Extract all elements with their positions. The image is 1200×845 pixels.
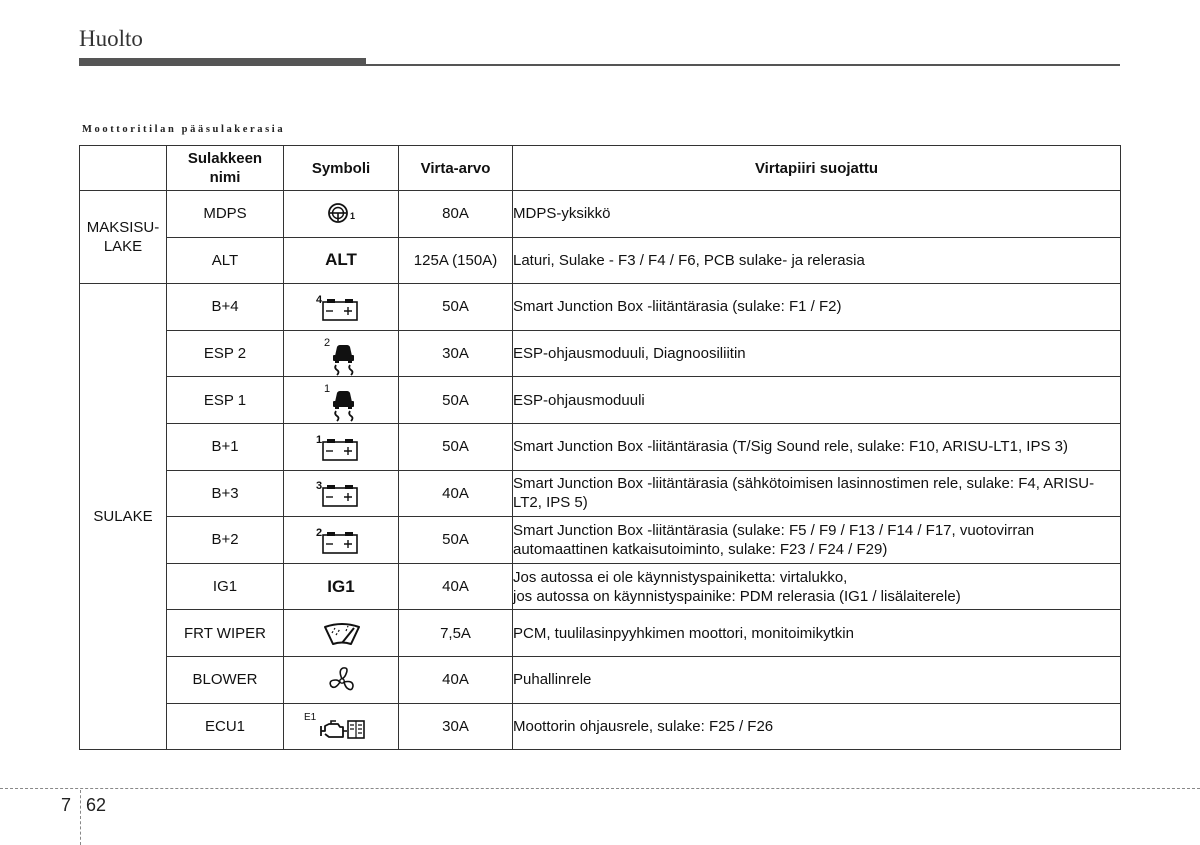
svg-text:2: 2 bbox=[316, 526, 323, 539]
group-label-sulake: SULAKE bbox=[80, 284, 167, 750]
fuse-circuit bbox=[513, 563, 1121, 610]
header-symbol: Symboli bbox=[284, 146, 399, 191]
table-row bbox=[80, 517, 1121, 564]
table-caption: Moottoritilan pääsulakerasia bbox=[82, 124, 286, 135]
steering-icon bbox=[284, 191, 399, 238]
header-rule bbox=[366, 64, 1120, 66]
header-group-cell bbox=[80, 146, 167, 191]
fuse-circuit: Puhallinrele bbox=[513, 656, 1121, 703]
fuse-circuit: Moottorin ohjausrele, sulake: F25 / F26 bbox=[513, 703, 1121, 750]
svg-text:1: 1 bbox=[350, 210, 356, 221]
fuse-circuit: ESP-ohjausmoduuli, Diagnoosiliitin bbox=[513, 330, 1121, 377]
fuse-circuit: Smart Junction Box -liitäntärasia (sulake: F1 / F2) bbox=[513, 284, 1121, 331]
battery-icon bbox=[284, 423, 399, 470]
svg-text:2: 2 bbox=[324, 336, 331, 349]
fuse-name: B+2 bbox=[167, 517, 284, 564]
page-number: 62 bbox=[86, 795, 107, 815]
table-row bbox=[80, 191, 1121, 238]
circuit-line: jos autossa on käynnistyspainike: PDM relerasia (IG1 / lisälaiterele) bbox=[513, 587, 961, 605]
svg-text:E1: E1 bbox=[304, 712, 317, 724]
fuse-rating: 30A bbox=[399, 330, 513, 377]
battery-icon bbox=[284, 517, 399, 564]
skid-icon bbox=[284, 377, 399, 424]
table-row bbox=[80, 656, 1121, 703]
wiper-icon bbox=[284, 610, 399, 657]
fuse-circuit: ESP-ohjausmoduuli bbox=[513, 377, 1121, 424]
fuse-rating: 40A bbox=[399, 470, 513, 517]
table-row bbox=[80, 330, 1121, 377]
table-row bbox=[80, 284, 1121, 331]
fuse-table bbox=[79, 145, 1121, 750]
table-row bbox=[80, 237, 1121, 284]
engine-icon bbox=[284, 703, 399, 750]
fuse-name: FRT WIPER bbox=[167, 610, 284, 657]
fan-icon bbox=[284, 656, 399, 703]
footer-divider bbox=[0, 788, 1200, 789]
page-title: Huolto bbox=[79, 26, 143, 51]
fuse-circuit: Smart Junction Box -liitäntärasia (T/Sig Sound rele, sulake: F10, ARISU-LT1, IPS 3) bbox=[513, 423, 1121, 470]
header-bar bbox=[79, 58, 366, 66]
group-label-maksisulake: MAKSISU-LAKE bbox=[80, 191, 167, 284]
fuse-name: BLOWER bbox=[167, 656, 284, 703]
fuse-rating: 40A bbox=[399, 656, 513, 703]
chapter-number: 7 bbox=[61, 795, 72, 815]
fuse-name: B+3 bbox=[167, 470, 284, 517]
fuse-name: B+1 bbox=[167, 423, 284, 470]
fuse-circuit: Smart Junction Box -liitäntärasia (sulake: F5 / F9 / F13 / F14 / F17, vuotovirran automaattinen katkaisutoiminto, sulake: F23 / F24 / F29) bbox=[513, 517, 1121, 564]
fuse-name: ALT bbox=[167, 237, 284, 284]
table-row bbox=[80, 563, 1121, 610]
fuse-circuit: Smart Junction Box -liitäntärasia (sähkötoimisen lasinnostimen rele, sulake: F4, ARISU-LT2, IPS 5) bbox=[513, 470, 1121, 517]
table-row bbox=[80, 703, 1121, 750]
fuse-name: IG1 bbox=[167, 563, 284, 610]
fuse-rating: 50A bbox=[399, 423, 513, 470]
fuse-rating: 40A bbox=[399, 563, 513, 610]
header-circuit: Virtapiiri suojattu bbox=[513, 146, 1121, 191]
table-row bbox=[80, 470, 1121, 517]
header-rating: Virta-arvo bbox=[399, 146, 513, 191]
table-row bbox=[80, 423, 1121, 470]
alt-symbol: ALT bbox=[284, 237, 399, 284]
fuse-name: MDPS bbox=[167, 191, 284, 238]
fuse-name: ECU1 bbox=[167, 703, 284, 750]
fuse-circuit: Laturi, Sulake - F3 / F4 / F6, PCB sulake- ja relerasia bbox=[513, 237, 1121, 284]
header-fuse-name: Sulakkeen nimi bbox=[167, 146, 284, 191]
svg-text:3: 3 bbox=[316, 480, 323, 493]
svg-text:1: 1 bbox=[324, 383, 331, 396]
svg-text:1: 1 bbox=[316, 433, 323, 446]
fuse-rating: 50A bbox=[399, 377, 513, 424]
footer-vertical-divider bbox=[80, 790, 81, 845]
fuse-rating: 50A bbox=[399, 517, 513, 564]
circuit-line: Jos autossa ei ole käynnistyspainiketta: virtalukko, bbox=[513, 568, 848, 586]
skid-icon bbox=[284, 330, 399, 377]
fuse-name: ESP 2 bbox=[167, 330, 284, 377]
fuse-circuit: PCM, tuulilasinpyyhkimen moottori, monitoimikytkin bbox=[513, 610, 1121, 657]
fuse-circuit: MDPS-yksikkö bbox=[513, 191, 1121, 238]
battery-icon bbox=[284, 284, 399, 331]
fuse-rating: 80A bbox=[399, 191, 513, 238]
fuse-rating: 30A bbox=[399, 703, 513, 750]
fuse-name: B+4 bbox=[167, 284, 284, 331]
fuse-name: ESP 1 bbox=[167, 377, 284, 424]
battery-icon bbox=[284, 470, 399, 517]
svg-text:4: 4 bbox=[316, 293, 323, 306]
table-header-row bbox=[80, 146, 1121, 191]
table-row bbox=[80, 377, 1121, 424]
ig1-symbol: IG1 bbox=[284, 563, 399, 610]
fuse-rating: 7,5A bbox=[399, 610, 513, 657]
fuse-rating: 125A (150A) bbox=[399, 237, 513, 284]
fuse-rating: 50A bbox=[399, 284, 513, 331]
table-row bbox=[80, 610, 1121, 657]
